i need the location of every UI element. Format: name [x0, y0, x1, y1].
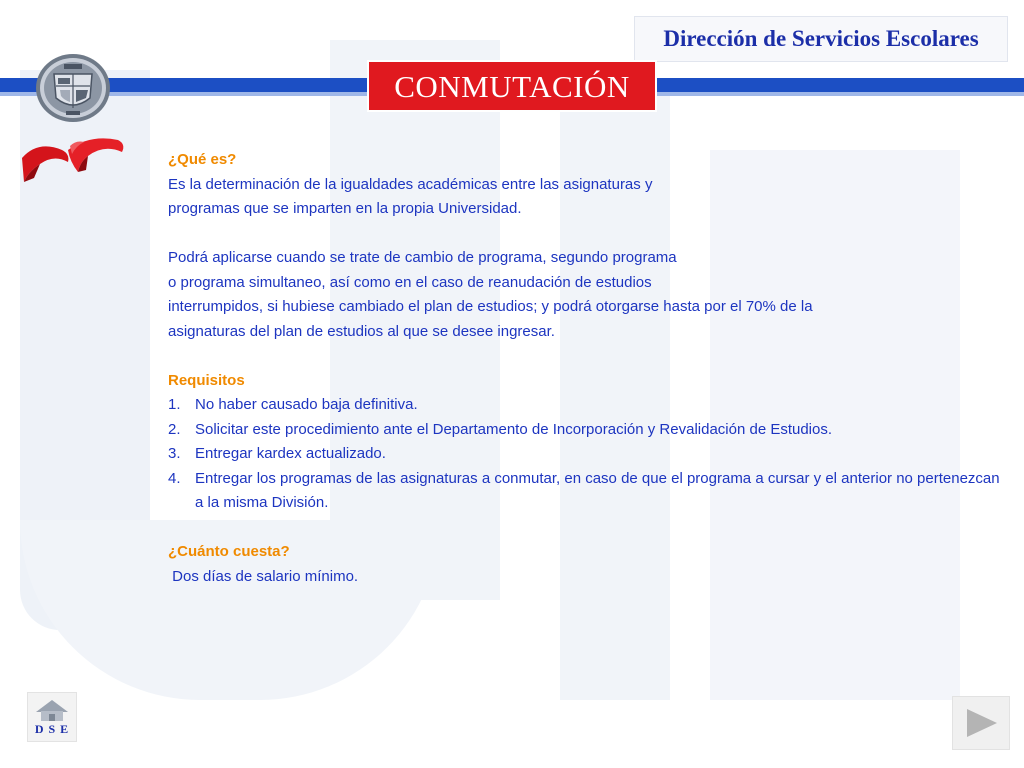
list-item-text: Entregar kardex actualizado.: [195, 445, 386, 462]
text-line: Es la determinación de la igualdades académicas entre las asignaturas y: [168, 175, 653, 193]
text-line: Podrá aplicarse cuando se trate de cambio de programa, segundo programa: [168, 249, 677, 266]
list-item: [168, 418, 1008, 443]
university-seal-logo: [34, 52, 112, 124]
list-number: 4.: [168, 469, 181, 487]
list-item-text: Entregar los programas de las asignaturas a conmutar, en caso de que el programa a cursar y el anterior no pertenezcan a la misma División.: [195, 469, 1000, 511]
next-slide-button[interactable]: [952, 696, 1010, 750]
list-item: [168, 393, 1008, 418]
decorative-ribbon: [18, 132, 128, 188]
list-item-text: Solicitar este procedimiento ante el Departamento de Incorporación y Revalidación de Estudios.: [195, 420, 833, 438]
play-icon: [965, 707, 999, 739]
department-label: Dirección de Servicios Escolares: [634, 16, 1008, 62]
home-icon: [34, 698, 70, 722]
text-line: programas que se imparten en la propia Universidad.: [168, 200, 522, 217]
list-item: [168, 467, 1008, 516]
main-content: [168, 148, 1008, 589]
home-label: D S E: [34, 722, 70, 736]
text-line: o programa simultaneo, así como en el caso de reanudación de estudios: [168, 273, 652, 291]
section-heading-cost: ¿Cuánto cuesta?: [168, 543, 290, 560]
list-item: [168, 442, 1008, 467]
section-heading-requirements: Requisitos: [168, 371, 245, 389]
requirements-list: [168, 393, 1008, 516]
cost-text: Dos días de salario mínimo.: [168, 567, 359, 585]
section-heading-what: ¿Qué es?: [168, 151, 237, 168]
list-number: 3.: [168, 445, 181, 462]
text-line: asignaturas del plan de estudios al que se desee ingresar.: [168, 322, 555, 340]
list-number: 2.: [168, 420, 181, 438]
home-button[interactable]: [27, 692, 77, 742]
text-line: interrumpidos, si hubiese cambiado el plan de estudios; y podrá otorgarse hasta por el 70% de la: [168, 298, 813, 315]
page-title: CONMUTACIÓN: [367, 60, 657, 112]
list-number: 1.: [168, 396, 181, 413]
list-item-text: No haber causado baja definitiva.: [195, 396, 418, 413]
